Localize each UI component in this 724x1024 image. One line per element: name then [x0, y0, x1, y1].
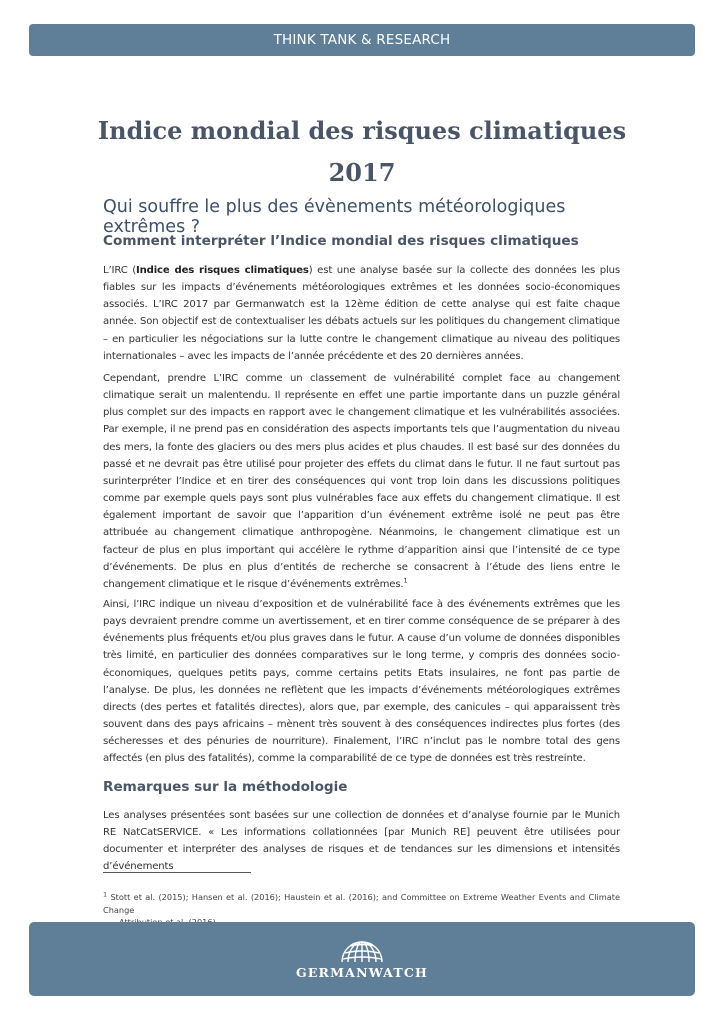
top-banner [29, 24, 695, 56]
globe-icon [339, 934, 385, 964]
paragraph-1-start: L’IRC ( [103, 265, 137, 276]
bottom-banner [29, 922, 695, 996]
paragraph-1-rest: ) est une analyse basée sur la collecte des données les plus fiables sur les impacts d’événements météorologiques extrêmes et les données socio-économiques associés. L’IRC 2017 par Germanwatch est la 12ème édition de cette analyse qui est faite chaque année. Son objectif est de contextualiser les débats actuels sur les politiques du changement climatique – en particulier les négociations sur la lutte contre le changement climatique au niveau des politiques internationales – avec les impacts de l’année précédente et des 20 dernières années. [103, 265, 620, 362]
section-heading-interpretation: Comment interpréter l’Indice mondial des risques climatiques [103, 233, 579, 249]
footnote-line-1: Stott et al. (2015); Hansen et al. (2016); Haustein et al. (2016); and Committee on Extreme Weather Events and Climate Change [103, 892, 620, 915]
paragraph-2 [103, 370, 620, 593]
banner-label: THINK TANK & RESEARCH [273, 32, 451, 48]
section-heading-methodology: Remarques sur la méthodologie [103, 779, 348, 795]
document-subtitle: Qui souffre le plus des évènements météorologiques extrêmes ? [103, 197, 566, 237]
bold-term: Indice des risques climatiques [136, 265, 309, 276]
footnote-reference: 1 [403, 576, 408, 585]
paragraph-4: Les analyses présentées sont basées sur une collection de données et d’analyse fournie par le Munich RE NatCatSERVICE. « Les informations collationnées [par Munich RE] peuvent être utilisées pour documenter et interpréter des analyses de risques et de tendances sur les dimensions et intensités d’événements [103, 810, 620, 873]
paragraph-2-text: Cependant, prendre L’IRC comme un classement de vulnérabilité complet face au changement climatique serait un malentendu. Il représente en effet une partie importante dans un puzzle général plus complet sur des impacts en rapport avec le changement climatique et les vulnérabilités associées. Par exemple, il ne prend pas en considération des aspects importants tels que l’augmentation du niveau des mers, la fonte des glaciers ou des mers plus acides et plus chaudes. Il est basé sur des données du passé et ne devrait pas être utilisé pour projeter des effets du climat dans le futur. Il ne faut surtout pas surinterpréter l’Indice et en tirer des conséquences qui vont trop loin dans les discussions politiques comme par exemple quels pays sont plus vulnérables face aux effets du changement climatique. Il est également important de savoir que l’apparition d’un événement extrême isolé ne peut pas être attribuée au changement climatique anthropogène. Néanmoins, le changement climatique est un facteur de plus en plus important qui accélère le rythme d’apparition ainsi que l’intensité de ce type d’événements. De plus en plus d’entités de recherche se consacrent à l’étude des liens entre le changement climatique et le risque d’événements extrêmes. [103, 373, 620, 590]
logo-text: GERMANWATCH [295, 965, 429, 980]
paragraph-1 [103, 262, 620, 365]
title-line-2: 2017 [328, 158, 396, 187]
paragraph-3: Ainsi, l’IRC indique un niveau d’exposition et de vulnérabilité face à des événements extrêmes que les pays devraient prendre comme un avertissement, et en tirer comme conséquence de se préparer à des événements plus fréquents et/ou plus graves dans le futur. A cause d’un volume de données disponibles très limité, en particulier des données comparatives sur le long terme, y compris des données socio-économiques, quelques petits pays, comme certains petits Etats insulaires, ne font pas partie de l’analyse. De plus, les données ne reflètent que les impacts d’événements météorologiques extrêmes directs (des pertes et fatalités directes), alors que, par exemple, des canicules – qui apparaissent très souvent dans des pays africains – mènent très souvent à des conséquences indirectes plus fortes (des sécheresses et des pénuries de nourriture). Finalement, l’IRC n’inclut pas le nombre total des gens affectés (en plus des fatalités), comme la comparabilité de ce type de données est très restreinte. [103, 599, 620, 765]
title-line-1: Indice mondial des risques climatiques [97, 116, 627, 145]
footnote-number: 1 [103, 890, 108, 899]
footnote-divider [103, 872, 251, 873]
document-title [90, 110, 634, 194]
germanwatch-logo [29, 934, 695, 980]
